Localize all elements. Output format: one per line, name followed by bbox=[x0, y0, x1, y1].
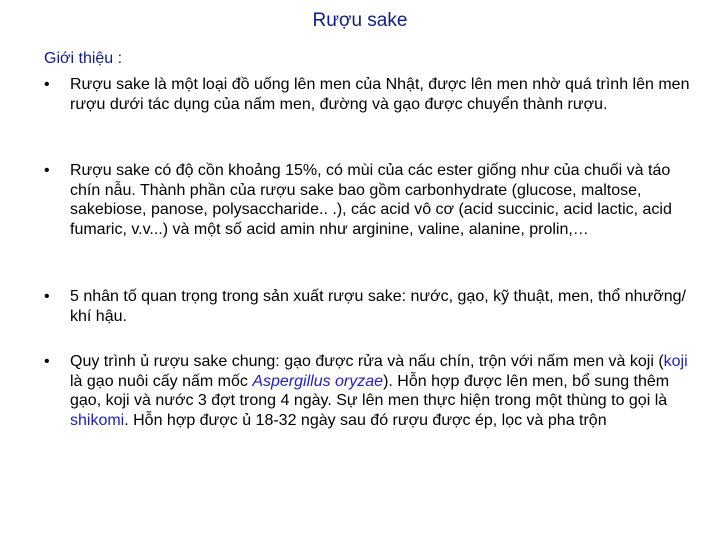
bullet-item-4 bbox=[44, 352, 694, 430]
bullet-item-3 bbox=[44, 287, 694, 326]
bullet-text-4-part3: ). Hỗn hợp được lên men, bổ sung thêm gạo, koji và nước 3 đợt trong 4 ngày. Sự lên men thực hiện trong một thùng to gọi là bbox=[70, 372, 670, 409]
section-heading: Giới thiệu : bbox=[44, 50, 123, 67]
koji-term: koji bbox=[663, 353, 688, 370]
bullet-text-4-part2: là gạo nuôi cấy nấm mốc bbox=[70, 372, 253, 390]
bullet-item-2 bbox=[44, 161, 694, 239]
species-name: Aspergillus oryzae bbox=[252, 372, 384, 390]
shikomi-term: shikomi bbox=[70, 411, 125, 429]
bullet-text-3: 5 nhân tố quan trọng trong sản xuất rượu sake: nước, gạo, kỹ thuật, men, thổ nhưỡng/ khí hậu. bbox=[70, 288, 686, 325]
bullet-text-1: Rượu sake là một loại đồ uống lên men của Nhật, được lên men nhờ quá trình lên men rượu dưới tác dụng của nấm men, đường và gạo được chuyển thành rượu. bbox=[70, 76, 690, 113]
bullet-marker: • bbox=[44, 76, 50, 93]
bullet-text-2: Rượu sake có độ cồn khoảng 15%, có mùi của các ester giống như của chuối và táo chín nẫu. Thành phần của rượu sake bao gồm carbonhydrate (glucose, maltose, sakebiose, panose, polysaccharide.. .), các acid vô cơ (acid succinic, acid lactic, acid fumaric, v.v...) và một số acid amin như arginine, valine, alanine, prolin,… bbox=[70, 162, 672, 238]
bullet-text-4-part4: . Hỗn hợp được ủ 18-32 ngày sau đó rượu được ép, lọc và pha trộn bbox=[124, 411, 607, 429]
bullet-text-4-part1: Quy trình ủ rượu sake chung: gạo được rửa và nấu chín, trộn với nấm men và koji ( bbox=[70, 353, 664, 370]
bullet-marker: • bbox=[44, 288, 50, 305]
bullet-item-1 bbox=[44, 75, 694, 114]
bullet-marker: • bbox=[44, 353, 50, 370]
bullet-text-4 bbox=[70, 352, 694, 430]
slide-title: Rượu sake bbox=[312, 10, 408, 31]
bullet-marker: • bbox=[44, 162, 50, 179]
